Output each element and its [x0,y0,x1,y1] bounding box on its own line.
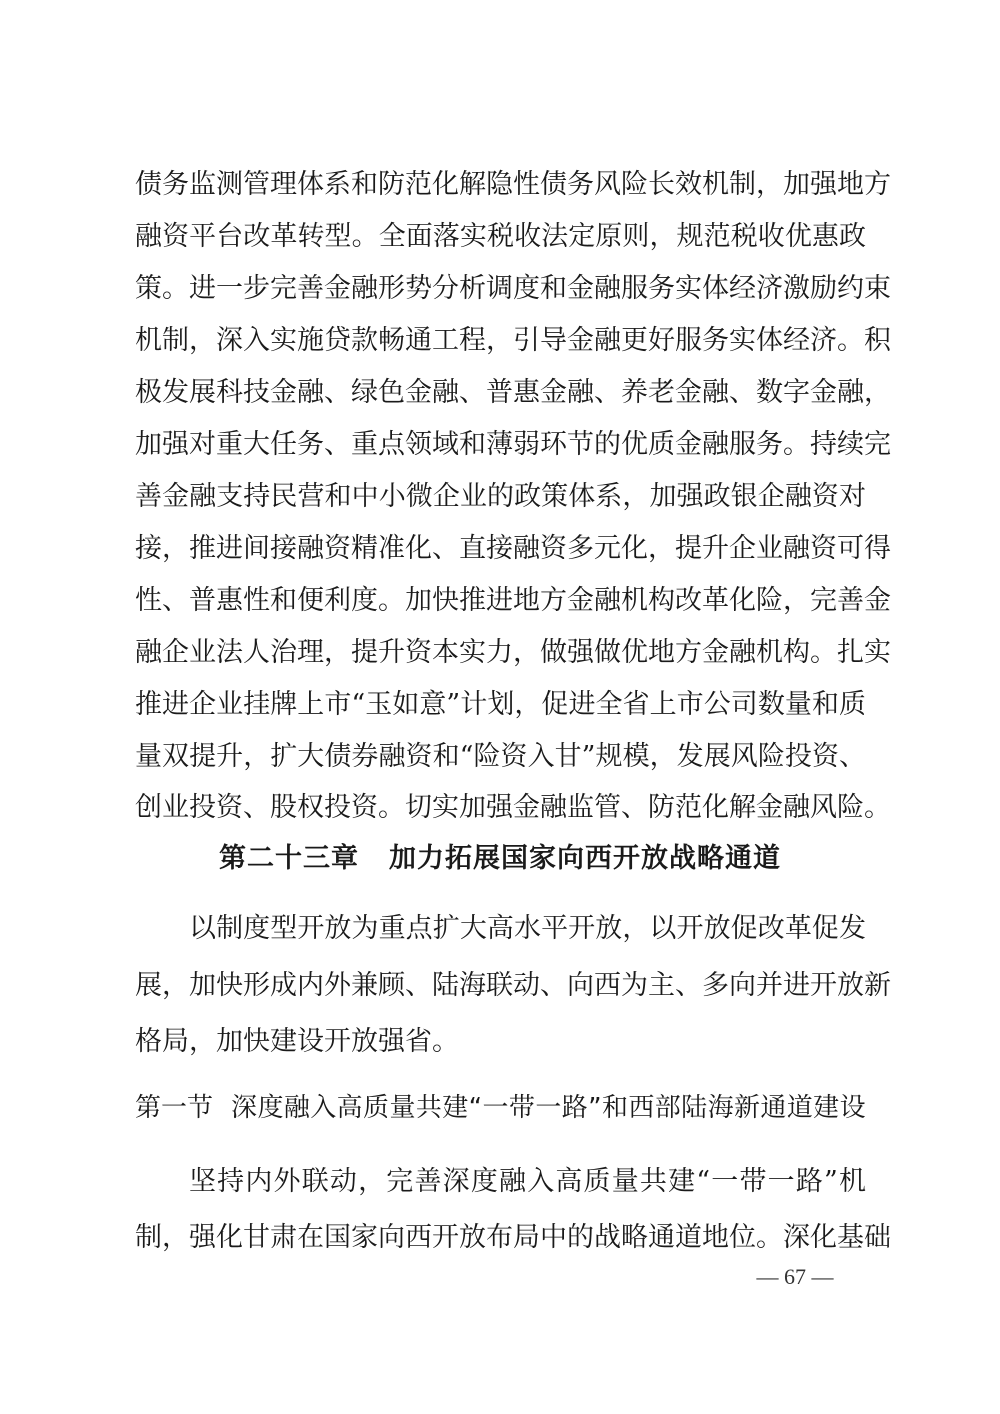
body-line-5: 极发展科技金融、绿色金融、普惠金融、养老金融、数字金融， [135,377,891,408]
chapter-intro-line-2: 展，加快形成内外兼顾、陆海联动、向西为主、多向并进开放新 [135,970,891,1001]
section-body-line-1: 坚持内外联动，完善深度融入高质量共建“一带一路”机 [189,1166,866,1197]
page-number: — 67 — [756,1264,834,1289]
body-line-7: 善金融支持民营和中小微企业的政策体系，加强政银企融资对 [135,481,866,512]
section-heading [135,1088,866,1128]
chapter-heading [0,839,1000,879]
chapter-number: 第二十三章 [219,843,359,874]
body-line-13: 创业投资、股权投资。切实加强金融监管、防范化解金融风险。 [135,792,891,823]
chapter-intro-line-3: 格局，加快建设开放强省。 [135,1026,459,1057]
body-line-1: 债务监测管理体系和防范化解隐性债务风险长效机制，加强地方 [135,169,891,200]
body-line-6: 加强对重大任务、重点领域和薄弱环节的优质金融服务。持续完 [135,429,891,460]
chapter-title: 加力拓展国家向西开放战略通道 [389,843,781,874]
body-line-11: 推进企业挂牌上市“玉如意”计划，促进全省上市公司数量和质 [135,689,866,720]
section-body-line-2: 制，强化甘肃在国家向西开放布局中的战略通道地位。深化基础 [135,1222,891,1253]
section-title: 深度融入高质量共建“一带一路”和西部陆海新通道建设 [231,1093,866,1123]
body-line-8: 接，推进间接融资精准化、直接融资多元化，提升企业融资可得 [135,533,891,564]
body-line-12: 量双提升，扩大债券融资和“险资入甘”规模，发展风险投资、 [135,741,866,772]
body-line-9: 性、普惠性和便利度。加快推进地方金融机构改革化险，完善金 [135,585,891,616]
chapter-intro-line-1: 以制度型开放为重点扩大高水平开放，以开放促改革促发 [189,913,866,944]
body-line-4: 机制，深入实施贷款畅通工程，引导金融更好服务实体经济。积 [135,325,891,356]
body-line-2: 融资平台改革转型。全面落实税收法定原则，规范税收优惠政 [135,221,866,252]
body-line-3: 策。进一步完善金融形势分析调度和金融服务实体经济激励约束 [135,273,891,304]
body-line-10: 融企业法人治理，提升资本实力，做强做优地方金融机构。扎实 [135,637,891,668]
section-number: 第一节 [135,1093,214,1123]
